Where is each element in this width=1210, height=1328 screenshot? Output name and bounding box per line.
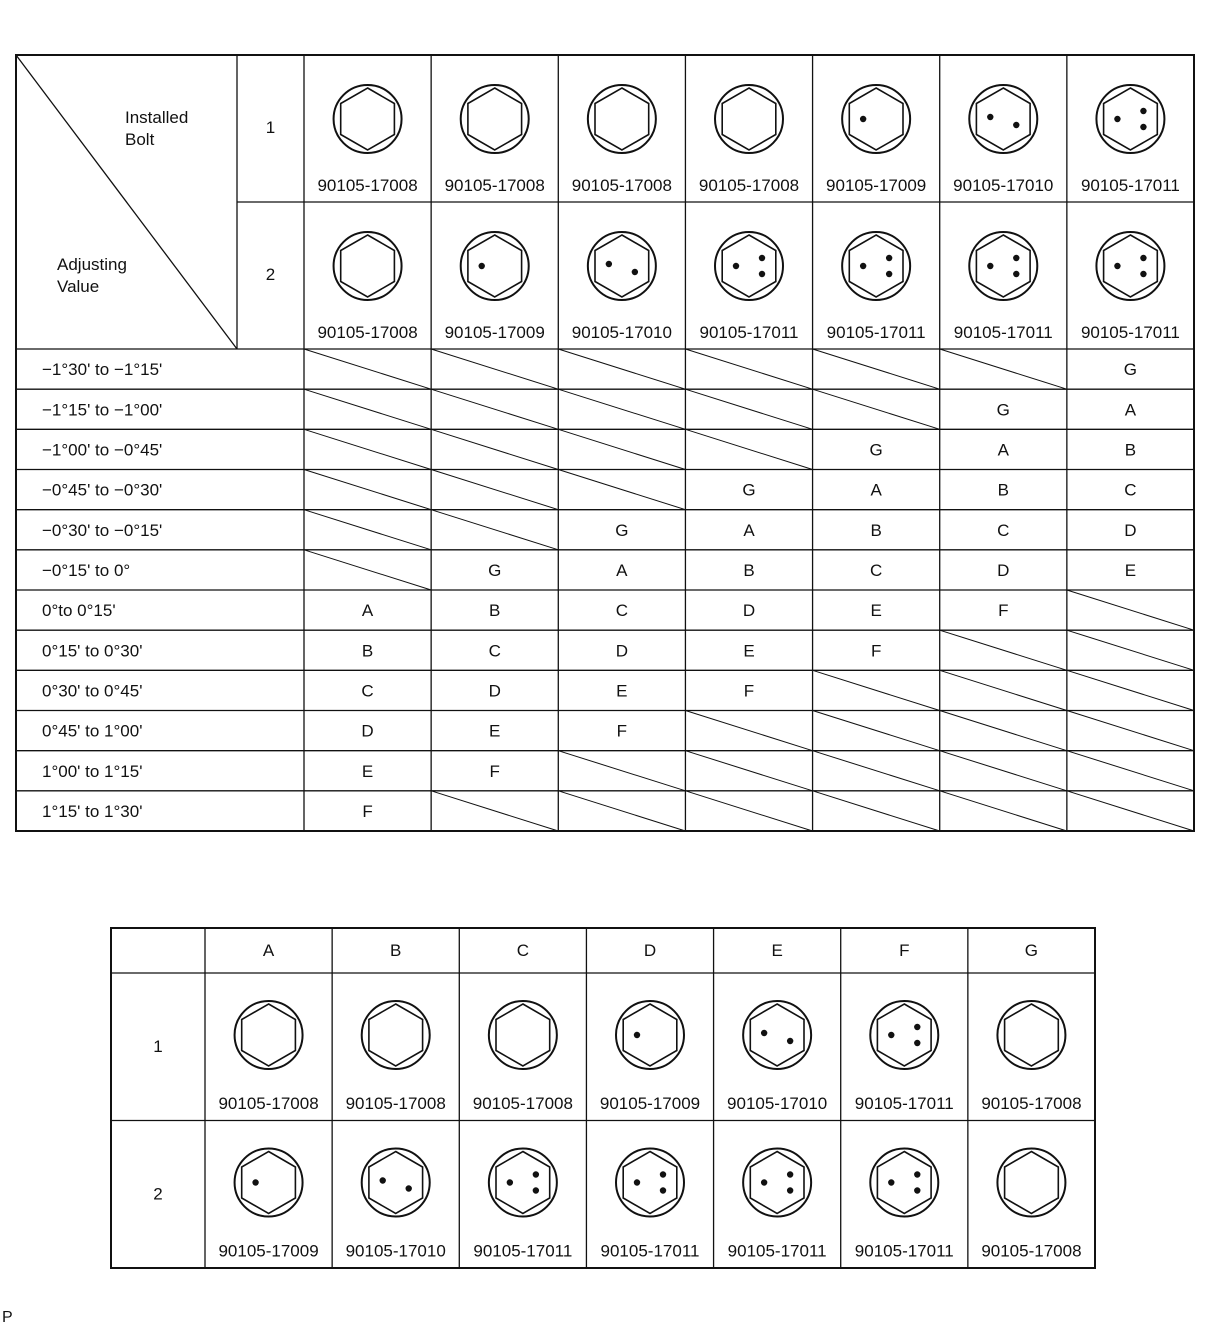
adjusting-value-label: −0°30' to −0°15' bbox=[42, 520, 163, 540]
bolt-icon bbox=[334, 232, 402, 300]
combination-code: C bbox=[1124, 480, 1137, 500]
not-applicable-slash bbox=[685, 711, 812, 751]
not-applicable-slash bbox=[685, 429, 812, 469]
not-applicable-slash bbox=[558, 389, 685, 429]
combination-column-header: F bbox=[899, 941, 910, 960]
bolt-icon bbox=[1096, 232, 1164, 300]
not-applicable-slash bbox=[431, 510, 558, 550]
adjusting-value-label: −1°00' to −0°45' bbox=[42, 440, 163, 460]
combination-column-header: G bbox=[1024, 941, 1039, 960]
combination-code: E bbox=[1124, 560, 1137, 580]
combination-code: D bbox=[615, 641, 628, 661]
part-number: 90105-17008 bbox=[472, 1094, 573, 1113]
part-number: 90105-17008 bbox=[345, 1094, 446, 1113]
combination-code: B bbox=[870, 520, 882, 540]
bolt-icon bbox=[489, 1001, 557, 1069]
bolt-icon bbox=[842, 232, 910, 300]
bolt-icon bbox=[870, 1001, 938, 1069]
combination-code: E bbox=[616, 681, 628, 701]
part-number: 90105-17008 bbox=[571, 176, 672, 195]
bolt-mark-dot bbox=[479, 263, 485, 269]
not-applicable-slash bbox=[304, 389, 431, 429]
not-applicable-slash bbox=[685, 349, 812, 389]
not-applicable-slash bbox=[304, 429, 431, 469]
combination-code: A bbox=[870, 480, 882, 500]
bolt-icon bbox=[235, 1001, 303, 1069]
bolt-mark-dot bbox=[1140, 255, 1146, 261]
adjusting-value-label: −0°15' to 0° bbox=[42, 560, 131, 580]
bolt-mark-dot bbox=[406, 1185, 412, 1191]
not-applicable-slash bbox=[940, 630, 1067, 670]
bolt-row-label: 1 bbox=[153, 1037, 163, 1056]
bolt-mark-dot bbox=[1013, 122, 1019, 128]
bolt-mark-dot bbox=[1013, 255, 1019, 261]
combination-code: C bbox=[488, 641, 501, 661]
not-applicable-slash bbox=[813, 751, 940, 791]
adjusting-value-table bbox=[16, 55, 1194, 831]
installed-row-label: 1 bbox=[265, 118, 276, 137]
bolt-mark-dot bbox=[252, 1179, 258, 1185]
bolt-mark-dot bbox=[660, 1187, 666, 1193]
combination-code: C bbox=[361, 681, 374, 701]
combination-column-header: A bbox=[262, 941, 275, 960]
not-applicable-slash bbox=[558, 429, 685, 469]
combination-code: B bbox=[1124, 440, 1137, 460]
adjusting-value-label: 0°15' to 0°30' bbox=[42, 641, 143, 661]
combination-code: G bbox=[869, 440, 883, 460]
part-number: 90105-17008 bbox=[444, 176, 545, 195]
not-applicable-slash bbox=[558, 791, 685, 831]
not-applicable-slash bbox=[304, 470, 431, 510]
not-applicable-slash bbox=[940, 791, 1067, 831]
not-applicable-slash bbox=[558, 751, 685, 791]
combination-code: A bbox=[997, 440, 1009, 460]
not-applicable-slash bbox=[940, 711, 1067, 751]
bolt-icon bbox=[997, 1001, 1065, 1069]
part-number: 90105-17011 bbox=[1080, 176, 1180, 195]
bolt-icon bbox=[235, 1149, 303, 1217]
not-applicable-slash bbox=[813, 389, 940, 429]
installed-bolt-header: Installed bbox=[125, 108, 189, 127]
bolt-icon bbox=[362, 1149, 430, 1217]
not-applicable-slash bbox=[1067, 791, 1194, 831]
not-applicable-slash bbox=[558, 349, 685, 389]
not-applicable-slash bbox=[685, 751, 812, 791]
not-applicable-slash bbox=[431, 429, 558, 469]
not-applicable-slash bbox=[1067, 711, 1194, 751]
bolt-mark-dot bbox=[533, 1171, 539, 1177]
part-number: 90105-17008 bbox=[317, 323, 418, 342]
not-applicable-slash bbox=[1067, 751, 1194, 791]
not-applicable-slash bbox=[685, 389, 812, 429]
combination-column-header: C bbox=[516, 941, 529, 960]
bolt-icon bbox=[842, 85, 910, 153]
adjusting-value-label: 0°to 0°15' bbox=[42, 601, 116, 621]
combination-code: A bbox=[743, 520, 755, 540]
bolt-mark-dot bbox=[888, 1032, 894, 1038]
part-number: 90105-17009 bbox=[444, 323, 545, 342]
bolt-icon bbox=[616, 1001, 684, 1069]
adjusting-value-label: 0°30' to 0°45' bbox=[42, 681, 143, 701]
bolt-mark-dot bbox=[914, 1171, 920, 1177]
part-number: 90105-17011 bbox=[1080, 323, 1180, 342]
bolt-combination-table bbox=[111, 928, 1095, 1268]
bolt-mark-dot bbox=[914, 1024, 920, 1030]
bolt-icon bbox=[588, 85, 656, 153]
combination-code: A bbox=[361, 601, 374, 621]
bolt-row-label: 2 bbox=[153, 1184, 163, 1204]
not-applicable-slash bbox=[1067, 590, 1194, 630]
combination-code: E bbox=[743, 641, 755, 661]
combination-code: E bbox=[870, 601, 882, 621]
bolt-mark-dot bbox=[1114, 263, 1120, 269]
bolt-icon bbox=[616, 1149, 684, 1217]
table-border bbox=[16, 55, 1194, 831]
combination-code: G bbox=[488, 560, 502, 580]
not-applicable-slash bbox=[940, 670, 1067, 710]
combination-column-header: B bbox=[390, 941, 402, 960]
bolt-icon bbox=[715, 232, 783, 300]
not-applicable-slash bbox=[813, 711, 940, 751]
part-number: 90105-17008 bbox=[981, 1094, 1082, 1113]
adjusting-value-label: 1°00' to 1°15' bbox=[42, 761, 143, 781]
bolt-mark-dot bbox=[886, 271, 892, 277]
bolt-mark-dot bbox=[987, 263, 993, 269]
part-number: 90105-17011 bbox=[854, 1241, 954, 1261]
bolt-mark-dot bbox=[860, 116, 866, 122]
adjusting-value-header: Adjusting bbox=[57, 255, 127, 274]
installed-row-label: 2 bbox=[265, 265, 276, 284]
bolt-mark-dot bbox=[886, 255, 892, 261]
not-applicable-slash bbox=[940, 349, 1067, 389]
bolt-icon bbox=[588, 232, 656, 300]
bolt-mark-dot bbox=[787, 1187, 793, 1193]
not-applicable-slash bbox=[431, 389, 558, 429]
corner-mark: P bbox=[2, 1309, 13, 1326]
part-number: 90105-17010 bbox=[345, 1241, 446, 1261]
bolt-icon bbox=[997, 1149, 1065, 1217]
combination-code: C bbox=[997, 520, 1010, 540]
bolt-mark-dot bbox=[761, 1030, 767, 1036]
bolt-mark-dot bbox=[533, 1187, 539, 1193]
combination-code: B bbox=[997, 480, 1009, 500]
not-applicable-slash bbox=[940, 751, 1067, 791]
combination-code: F bbox=[998, 601, 1009, 621]
combination-code: G bbox=[1123, 360, 1138, 380]
not-applicable-slash bbox=[304, 550, 431, 590]
bolt-mark-dot bbox=[1013, 271, 1019, 277]
bolt-mark-dot bbox=[787, 1171, 793, 1177]
bolt-mark-dot bbox=[759, 255, 765, 261]
combination-code: B bbox=[489, 601, 501, 621]
bolt-mark-dot bbox=[860, 263, 866, 269]
combination-code: F bbox=[743, 681, 755, 701]
bolt-mark-dot bbox=[634, 1179, 640, 1185]
combination-code: D bbox=[997, 560, 1010, 580]
not-applicable-slash bbox=[558, 470, 685, 510]
not-applicable-slash bbox=[304, 349, 431, 389]
bolt-icon bbox=[461, 85, 529, 153]
combination-code: G bbox=[742, 480, 756, 500]
bolt-mark-dot bbox=[634, 1032, 640, 1038]
not-applicable-slash bbox=[813, 670, 940, 710]
adjusting-value-label: 0°45' to 1°00' bbox=[42, 721, 143, 741]
adjusting-value-header: Value bbox=[57, 277, 100, 296]
bolt-mark-dot bbox=[761, 1179, 767, 1185]
part-number: 90105-17011 bbox=[699, 323, 799, 342]
combination-code: F bbox=[870, 641, 882, 661]
bolt-mark-dot bbox=[787, 1038, 793, 1044]
bolt-mark-dot bbox=[1140, 124, 1146, 130]
bolt-icon bbox=[743, 1149, 811, 1217]
combination-code: B bbox=[743, 560, 755, 580]
part-number: 90105-17009 bbox=[826, 176, 927, 195]
bolt-icon bbox=[334, 85, 402, 153]
adjusting-value-label: 1°15' to 1°30' bbox=[42, 801, 143, 821]
not-applicable-slash bbox=[813, 791, 940, 831]
combination-column-header: E bbox=[771, 941, 783, 960]
bolt-icon bbox=[489, 1149, 557, 1217]
combination-code: G bbox=[615, 520, 629, 540]
bolt-icon bbox=[362, 1001, 430, 1069]
combination-code: D bbox=[1124, 520, 1137, 540]
combination-code: E bbox=[361, 761, 374, 781]
combination-code: C bbox=[870, 560, 883, 580]
part-number: 90105-17011 bbox=[727, 1241, 827, 1261]
adjusting-value-label: −0°45' to −0°30' bbox=[42, 480, 163, 500]
not-applicable-slash bbox=[431, 470, 558, 510]
bolt-mark-dot bbox=[1140, 108, 1146, 114]
bolt-icon bbox=[715, 85, 783, 153]
part-number: 90105-17011 bbox=[953, 323, 1053, 342]
installed-bolt-header: Bolt bbox=[125, 130, 155, 149]
bolt-icon bbox=[870, 1149, 938, 1217]
part-number: 90105-17011 bbox=[600, 1241, 700, 1261]
part-number: 90105-17009 bbox=[218, 1241, 319, 1261]
part-number: 90105-17011 bbox=[854, 1094, 954, 1113]
combination-code: A bbox=[616, 560, 628, 580]
combination-column-header: D bbox=[643, 941, 657, 960]
not-applicable-slash bbox=[304, 510, 431, 550]
not-applicable-slash bbox=[431, 349, 558, 389]
bolt-icon bbox=[1096, 85, 1164, 153]
part-number: 90105-17008 bbox=[981, 1241, 1082, 1261]
not-applicable-slash bbox=[685, 791, 812, 831]
combination-code: G bbox=[996, 400, 1010, 420]
header-diagonal bbox=[16, 55, 237, 349]
combination-code: F bbox=[489, 761, 500, 781]
combination-code: D bbox=[488, 681, 501, 701]
bolt-mark-dot bbox=[759, 271, 765, 277]
bolt-mark-dot bbox=[380, 1177, 386, 1183]
not-applicable-slash bbox=[1067, 670, 1194, 710]
bolt-mark-dot bbox=[914, 1187, 920, 1193]
combination-code: B bbox=[361, 641, 374, 661]
bolt-mark-dot bbox=[1140, 271, 1146, 277]
part-number: 90105-17010 bbox=[727, 1094, 828, 1113]
bolt-mark-dot bbox=[507, 1179, 513, 1185]
combination-code: F bbox=[616, 721, 628, 741]
combination-code: E bbox=[489, 721, 501, 741]
combination-code: D bbox=[742, 601, 756, 621]
bolt-mark-dot bbox=[987, 114, 993, 120]
part-number: 90105-17010 bbox=[571, 323, 672, 342]
part-number: 90105-17008 bbox=[317, 176, 418, 195]
bolt-mark-dot bbox=[632, 269, 638, 275]
part-number: 90105-17011 bbox=[826, 323, 926, 342]
part-number: 90105-17011 bbox=[473, 1241, 573, 1261]
combination-code: A bbox=[1124, 400, 1137, 420]
not-applicable-slash bbox=[431, 791, 558, 831]
bolt-mark-dot bbox=[888, 1179, 894, 1185]
bolt-mark-dot bbox=[733, 263, 739, 269]
combination-code: D bbox=[361, 721, 374, 741]
part-number: 90105-17008 bbox=[218, 1094, 319, 1113]
part-number: 90105-17010 bbox=[953, 176, 1054, 195]
bolt-icon bbox=[969, 85, 1037, 153]
part-number: 90105-17009 bbox=[599, 1094, 701, 1113]
bolt-mark-dot bbox=[606, 261, 612, 267]
bolt-mark-dot bbox=[1114, 116, 1120, 122]
bolt-icon bbox=[461, 232, 529, 300]
bolt-mark-dot bbox=[660, 1171, 666, 1177]
not-applicable-slash bbox=[813, 349, 940, 389]
adjusting-value-label: −1°30' to −1°15' bbox=[42, 360, 163, 380]
adjusting-value-label: −1°15' to −1°00' bbox=[42, 400, 163, 420]
combination-code: C bbox=[615, 601, 628, 621]
bolt-icon bbox=[969, 232, 1037, 300]
bolt-mark-dot bbox=[914, 1040, 920, 1046]
part-number: 90105-17008 bbox=[698, 176, 800, 195]
combination-code: F bbox=[362, 801, 373, 821]
not-applicable-slash bbox=[1067, 630, 1194, 670]
bolt-icon bbox=[743, 1001, 811, 1069]
